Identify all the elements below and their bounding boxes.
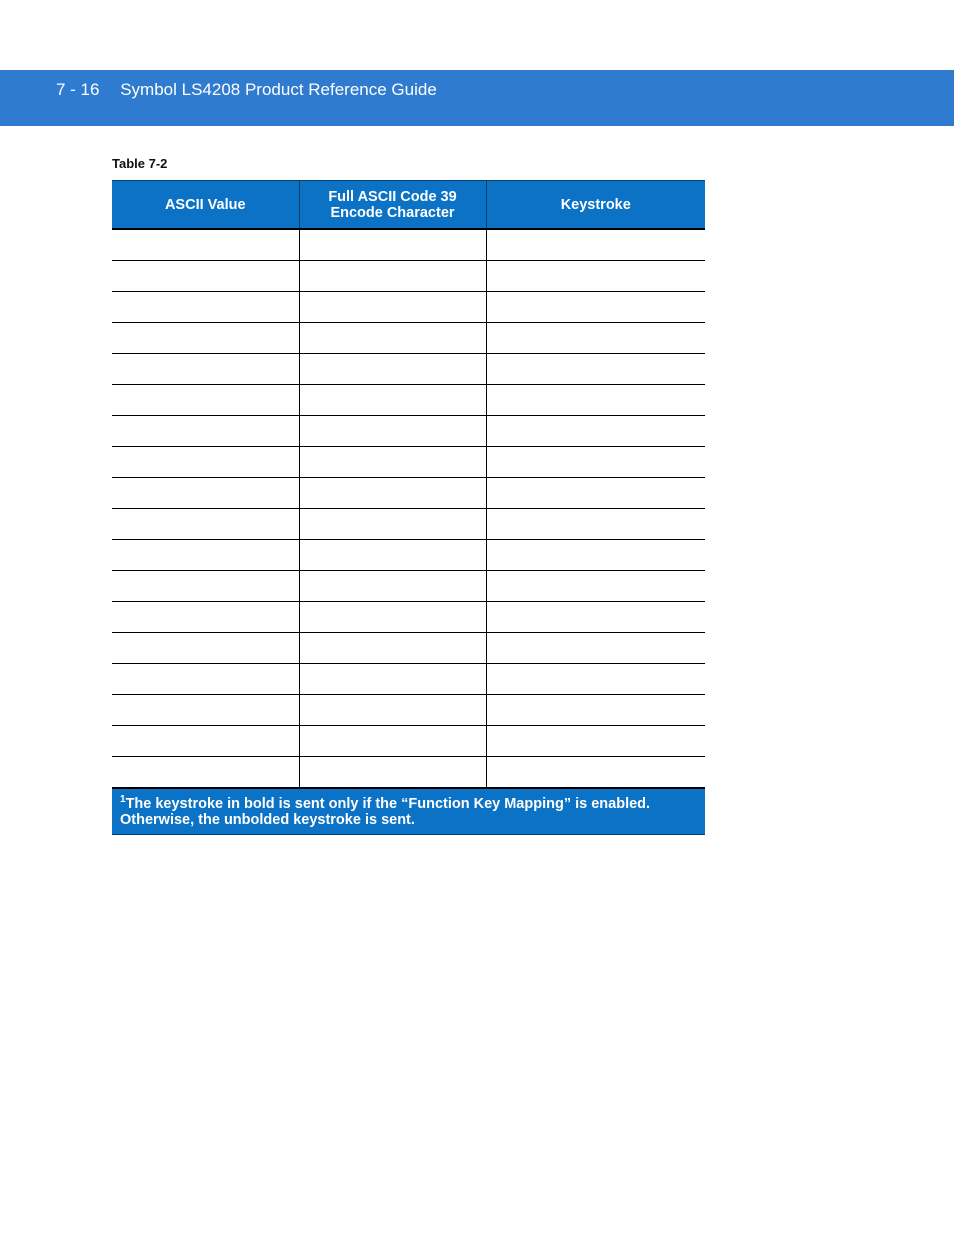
cell-ascii-value xyxy=(112,229,299,261)
cell-keystroke xyxy=(486,509,705,540)
footnote-line-2: Otherwise, the unbolded keystroke is sent. xyxy=(120,811,415,828)
cell-code39-character xyxy=(299,509,486,540)
cell-keystroke xyxy=(486,664,705,695)
footnote-marker: 1 xyxy=(120,793,126,805)
cell-code39-character xyxy=(299,726,486,757)
cell-keystroke xyxy=(486,726,705,757)
cell-code39-character xyxy=(299,540,486,571)
cell-keystroke xyxy=(486,602,705,633)
table-caption: Table 7-2 xyxy=(112,156,168,171)
table-row xyxy=(112,261,705,292)
cell-code39-character xyxy=(299,478,486,509)
cell-keystroke xyxy=(486,323,705,354)
cell-ascii-value xyxy=(112,385,299,416)
cell-code39-character xyxy=(299,416,486,447)
cell-keystroke xyxy=(486,385,705,416)
table-row xyxy=(112,478,705,509)
ascii-keystroke-table xyxy=(112,180,705,835)
cell-code39-character xyxy=(299,323,486,354)
cell-code39-character xyxy=(299,664,486,695)
cell-code39-character xyxy=(299,292,486,323)
table-footnote-row xyxy=(112,788,705,835)
table-row xyxy=(112,229,705,261)
cell-keystroke xyxy=(486,292,705,323)
column-header-code39-character: Full ASCII Code 39 Encode Character xyxy=(299,181,486,230)
cell-code39-character xyxy=(299,229,486,261)
footnote-line-1: The keystroke in bold is sent only if the “Function Key Mapping” is enabled. xyxy=(125,795,651,812)
cell-code39-character xyxy=(299,261,486,292)
table-row xyxy=(112,540,705,571)
cell-ascii-value xyxy=(112,509,299,540)
table-row xyxy=(112,354,705,385)
cell-keystroke xyxy=(486,478,705,509)
cell-keystroke xyxy=(486,229,705,261)
table-row xyxy=(112,726,705,757)
cell-keystroke xyxy=(486,416,705,447)
cell-keystroke xyxy=(486,571,705,602)
cell-code39-character xyxy=(299,695,486,726)
table-body xyxy=(112,229,705,788)
table-row xyxy=(112,633,705,664)
table-row xyxy=(112,323,705,354)
cell-code39-character xyxy=(299,447,486,478)
cell-code39-character xyxy=(299,354,486,385)
table-row xyxy=(112,571,705,602)
table-row xyxy=(112,385,705,416)
cell-ascii-value xyxy=(112,354,299,385)
cell-code39-character xyxy=(299,602,486,633)
table-row xyxy=(112,416,705,447)
cell-ascii-value xyxy=(112,540,299,571)
table-row xyxy=(112,447,705,478)
cell-ascii-value xyxy=(112,292,299,323)
table-row xyxy=(112,509,705,540)
page-header xyxy=(56,78,437,102)
cell-keystroke xyxy=(486,540,705,571)
page-number: 7 - 16 xyxy=(56,80,100,99)
cell-keystroke xyxy=(486,757,705,789)
cell-keystroke xyxy=(486,261,705,292)
table-row xyxy=(112,292,705,323)
cell-ascii-value xyxy=(112,571,299,602)
cell-ascii-value xyxy=(112,695,299,726)
cell-keystroke xyxy=(486,695,705,726)
cell-code39-character xyxy=(299,633,486,664)
cell-ascii-value xyxy=(112,633,299,664)
cell-keystroke xyxy=(486,447,705,478)
column-header-ascii-value: ASCII Value xyxy=(112,181,299,230)
cell-ascii-value xyxy=(112,447,299,478)
cell-ascii-value xyxy=(112,757,299,789)
guide-title: Symbol LS4208 Product Reference Guide xyxy=(120,80,437,99)
cell-ascii-value xyxy=(112,478,299,509)
cell-keystroke xyxy=(486,633,705,664)
cell-keystroke xyxy=(486,354,705,385)
column-header-keystroke: Keystroke xyxy=(486,181,705,230)
cell-ascii-value xyxy=(112,416,299,447)
cell-code39-character xyxy=(299,757,486,789)
table-row xyxy=(112,664,705,695)
table-footnote xyxy=(112,788,705,835)
cell-ascii-value xyxy=(112,261,299,292)
table-row xyxy=(112,602,705,633)
cell-ascii-value xyxy=(112,726,299,757)
cell-ascii-value xyxy=(112,664,299,695)
cell-code39-character xyxy=(299,385,486,416)
cell-code39-character xyxy=(299,571,486,602)
cell-ascii-value xyxy=(112,602,299,633)
table-header-row xyxy=(112,181,705,230)
table-row xyxy=(112,757,705,789)
table-row xyxy=(112,695,705,726)
cell-ascii-value xyxy=(112,323,299,354)
